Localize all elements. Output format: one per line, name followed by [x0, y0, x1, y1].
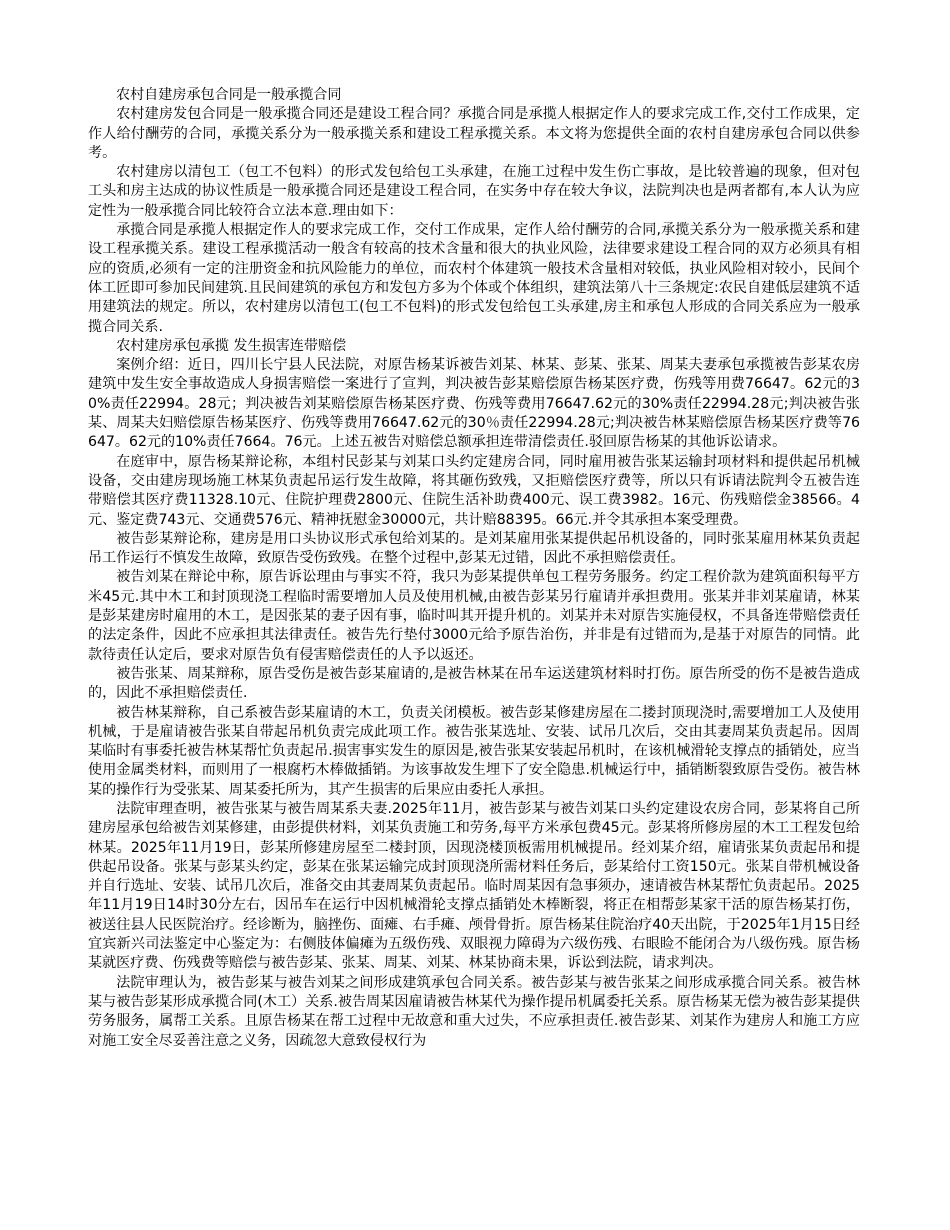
- document-page: [88, 86, 860, 1051]
- paragraph-defendant-lin: 被告林某辩称，自己系被告彭某雇请的木工，负责关闭模板。被告彭某修建房屋在二搂封顶现浇时,需要增加工人及使用机械，于是雇请被告张某自带起吊机负责完成此项工作。被告张某选址、安装、试吊几次后，交由其妻周某负责起吊。因周某临时有事委托被告林某帮忙负责起吊.损害事实发生的原因是,被告张某安装起吊机时，在该机械滑轮支撑点的插销处，应当使用金属类材料，而则用了一根腐朽木棒做插销。为该事故发生埋下了安全隐患.机械运行中，插销断裂致原告受伤。被告林某的操作行为受张某、周某委托所为，其产生损害的后果应由委托人承担。: [88, 704, 860, 798]
- paragraph-reasoning: 承揽合同是承揽人根据定作人的要求完成工作，交付工作成果，定作人给付酬劳的合同,承揽关系分为一般承揽关系和建设工程承揽关系。建设工程承揽活动一般含有较高的技术含量和很大的执业风险，法律要求建设工程合同的双方必须具有相应的资质,必须有一定的注册资金和抗风险能力的单位，而农村个体建筑一般技术含量相对较低，执业风险相对较小，民间个体工匠即可参加民间建筑.且民间建筑的承包方和发包方多为个体或个体组织，建筑法第八十三条规定:农民自建低层建筑不适用建筑法的规定。所以，农村建房以清包工(包工不包料)的形式发包给包工头承建,房主和承包人形成的合同关系应为一般承揽合同关系.: [88, 222, 860, 335]
- paragraph-background: 农村建房以清包工（包工不包料）的形式发包给包工头承建，在施工过程中发生伤亡事故，是比较普遍的现象，但对包工头和房主达成的协议性质是一般承揽合同还是建设工程合同，在实务中存在较大争议，法院判决也是两者都有,本人认为应定性为一般承揽合同比较符合立法本意.理由如下：: [88, 164, 860, 219]
- paragraph-case-intro: 案例介绍：近日，四川长宁县人民法院，对原告杨某诉被告刘某、林某、彭某、张某、周某夫妻承包承揽被告彭某农房建筑中发生安全事故造成人身损害赔偿一案进行了宣判，判决被告彭某赔偿原告杨某医疗费，伤残等用费76647。62元的30%责任22994。28元；判决被告刘某赔偿原告杨某医疗费、伤残等费用76647.62元的30%责任22994.28元;判决被告张某、周某夫妇赔偿原告杨某医疗、伤残等费用76647.62元的30％责任22994.28元;判决被告林某赔偿原告杨某医疗费等76647。62元的10%责任7664。76元。上述五被告对赔偿总额承担连带清偿责任.驳回原告杨某的其他诉讼请求。: [88, 357, 860, 451]
- paragraph-defendant-peng: 被告彭某辩论称，建房是用口头协议形式承包给刘某的。是刘某雇用张某提供起吊机设备的，同时张某雇用林某负责起吊工作运行不慎发生故障，致原告受伤致残。在整个过程中,彭某无过错，因此不承担赔偿责任。: [88, 530, 860, 567]
- paragraph-defendant-liu: 被告刘某在辩论中称，原告诉讼理由与事实不符，我只为彭某提供单包工程劳务服务。约定工程价款为建筑面积每平方米45元.其中木工和封顶现浇工程临时需要增加人员及使用机械,由被告彭某另行雇请并承担费用。张某并非刘某雇请，林某是彭某建房时雇用的木工，是因张某的妻子因有事，临时叫其开提升机的。刘某并未对原告实施侵权，不具备连带赔偿责任的法定条件，因此不应承担其法律责任。被告先行垫付3000元给予原告治伤，并非是有过错而为,是基于对原告的同情。此款待责任认定后，要求对原告负有侵害赔偿责任的人予以返还。: [88, 569, 860, 663]
- paragraph-defendant-zhang-zhou: 被告张某、周某辩称，原告受伤是被告彭某雇请的,是被告林某在吊车运送建筑材料时打伤。原告所受的伤不是被告造成的，因此不承担赔偿责任.: [88, 665, 860, 702]
- document-title: 农村自建房承包合同是一般承揽合同: [116, 87, 342, 103]
- paragraph-plaintiff-argument: 在庭审中，原告杨某辩论称，本组村民彭某与刘某口头约定建房合同，同时雇用被告张某运输封项材料和提供起吊机械设备，交由建房现场施工林某负责起吊运行发生故障，将其砸伤致残，又拒赔偿医疗费等，所以只有诉请法院判令五被告连带赔偿其医疗费11328.10元、住院护理费2800元、住院生活补助费400元、误工费3982。16元、伤残赔偿金38566。4元、鉴定费743元、交通费576元、精神抚慰金30000元，共计赔88395。66元.并令其承担本案受理费。: [88, 453, 860, 528]
- paragraph-court-opinion: 法院审理认为，被告彭某与被告刘某之间形成建筑承包合同关系。被告彭某与被告张某之间形成承揽合同关系。被告林某与被告彭某形成承揽合同(木工）关系.被告周某因雇请被告林某代为操作提吊机属委托关系。原告杨某无偿为被告彭某提供劳务服务，属帮工关系。且原告杨某在帮工过程中无故意和重大过失，不应承担责任.被告彭某、刘某作为建房人和施工方应对施工安全尽妥善注意之义务，因疏忽大意致侵权行为: [88, 974, 860, 1049]
- paragraph-intro: 农村建房发包合同是一般承揽合同还是建设工程合同？承揽合同是承揽人根据定作人的要求完成工作,交付工作成果，定作人给付酬劳的合同，承揽关系分为一般承揽关系和建设工程承揽关系。本文将为您提供全面的农村自建房承包合同以供参考。: [88, 106, 860, 161]
- section-heading: 农村建房承包承揽 发生损害连带赔偿: [116, 337, 347, 354]
- paragraph-court-findings: 法院审理查明，被告张某与被告周某系夫妻.2025年11月，被告彭某与被告刘某口头约定建设农房合同，彭某将自己所建房屋承包给被告刘某修建，由彭提供材料，刘某负责施工和劳务,每平方米承包费45元。彭某将所修房屋的木工工程发包给林某。2025年11月19日，彭某所修建房屋至二楼封顶，因现浇楼顶板需用机械提吊。经刘某介绍，雇请张某负责起吊和提供起吊设备。张某与彭某头约定，彭某在张某运输完成封顶现浇所需材料任务后，彭某给付工资150元。张某自带机械设备并自行选址、安装、试吊几次后，准备交由其妻周某负责起吊。临时周某因有急事须办，速请被告林某帮忙负责起吊。2025年11月19日14时30分左右，因吊车在运行中因机械滑轮支撑点插销处木棒断裂，将正在相帮彭某家干活的原告杨某打伤，被送往县人民医院治疗。经诊断为，脑挫伤、面瘫、右手瘫、颅骨骨折。原告杨某住院治疗40天出院，于2025年1月15日经宜宾新兴司法鉴定中心鉴定为：右侧肢体偏瘫为五级伤残、双眼视力障碍为六级伤残、右眼睑不能闭合为八级伤残。原告杨某就医疗费、伤残费等赔偿与被告彭某、张某、周某、刘某、林某协商未果，诉讼到法院，请求判决。: [88, 800, 860, 972]
